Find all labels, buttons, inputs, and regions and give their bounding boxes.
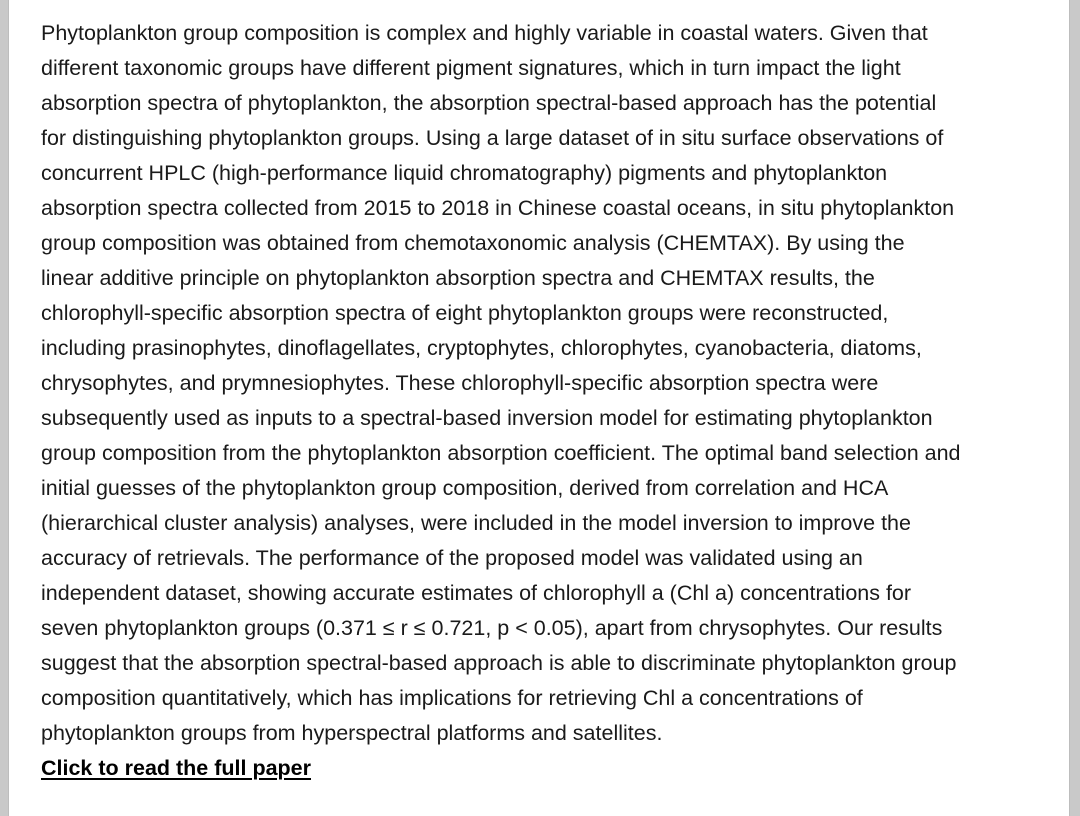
abstract-text (41, 16, 1051, 786)
abstract-line: group composition was obtained from chemotaxonomic analysis (CHEMTAX). By using the (41, 231, 905, 255)
abstract-line: group composition from the phytoplankton absorption coefficient. The optimal band selection and (41, 441, 961, 465)
abstract-line: suggest that the absorption spectral-based approach is able to discriminate phytoplankton group (41, 651, 957, 675)
abstract-line: including prasinophytes, dinoflagellates, cryptophytes, chlorophytes, cyanobacteria, diatoms, (41, 336, 922, 360)
abstract-line: composition quantitatively, which has implications for retrieving Chl a concentrations of (41, 686, 863, 710)
abstract-line: seven phytoplankton groups (0.371 ≤ r ≤ 0.721, p < 0.05), apart from chrysophytes. Our results (41, 616, 943, 640)
abstract-line: linear additive principle on phytoplankton absorption spectra and CHEMTAX results, the (41, 266, 875, 290)
abstract-line: concurrent HPLC (high-performance liquid chromatography) pigments and phytoplankton (41, 161, 888, 185)
abstract-line: Phytoplankton group composition is complex and highly variable in coastal waters. Given that (41, 21, 928, 45)
abstract-line: absorption spectra of phytoplankton, the absorption spectral-based approach has the potential (41, 91, 937, 115)
abstract-line: accuracy of retrievals. The performance of the proposed model was validated using an (41, 546, 863, 570)
abstract-line: phytoplankton groups from hyperspectral platforms and satellites. (41, 721, 663, 745)
abstract-line: subsequently used as inputs to a spectral-based inversion model for estimating phytoplankton (41, 406, 933, 430)
abstract-line: for distinguishing phytoplankton groups. Using a large dataset of in situ surface observations of (41, 126, 944, 150)
read-full-paper-link[interactable]: Click to read the full paper (41, 756, 311, 780)
document-page (8, 0, 1070, 816)
abstract-line: different taxonomic groups have different pigment signatures, which in turn impact the light (41, 56, 901, 80)
abstract-line: initial guesses of the phytoplankton group composition, derived from correlation and HCA (41, 476, 889, 500)
abstract-line: (hierarchical cluster analysis) analyses, were included in the model inversion to improve the (41, 511, 911, 535)
abstract-line: chlorophyll-specific absorption spectra of eight phytoplankton groups were reconstructed, (41, 301, 889, 325)
abstract-line: independent dataset, showing accurate estimates of chlorophyll a (Chl a) concentrations for (41, 581, 912, 605)
abstract-line: absorption spectra collected from 2015 to 2018 in Chinese coastal oceans, in situ phytoplankton (41, 196, 955, 220)
abstract-line: chrysophytes, and prymnesiophytes. These chlorophyll-specific absorption spectra were (41, 371, 879, 395)
